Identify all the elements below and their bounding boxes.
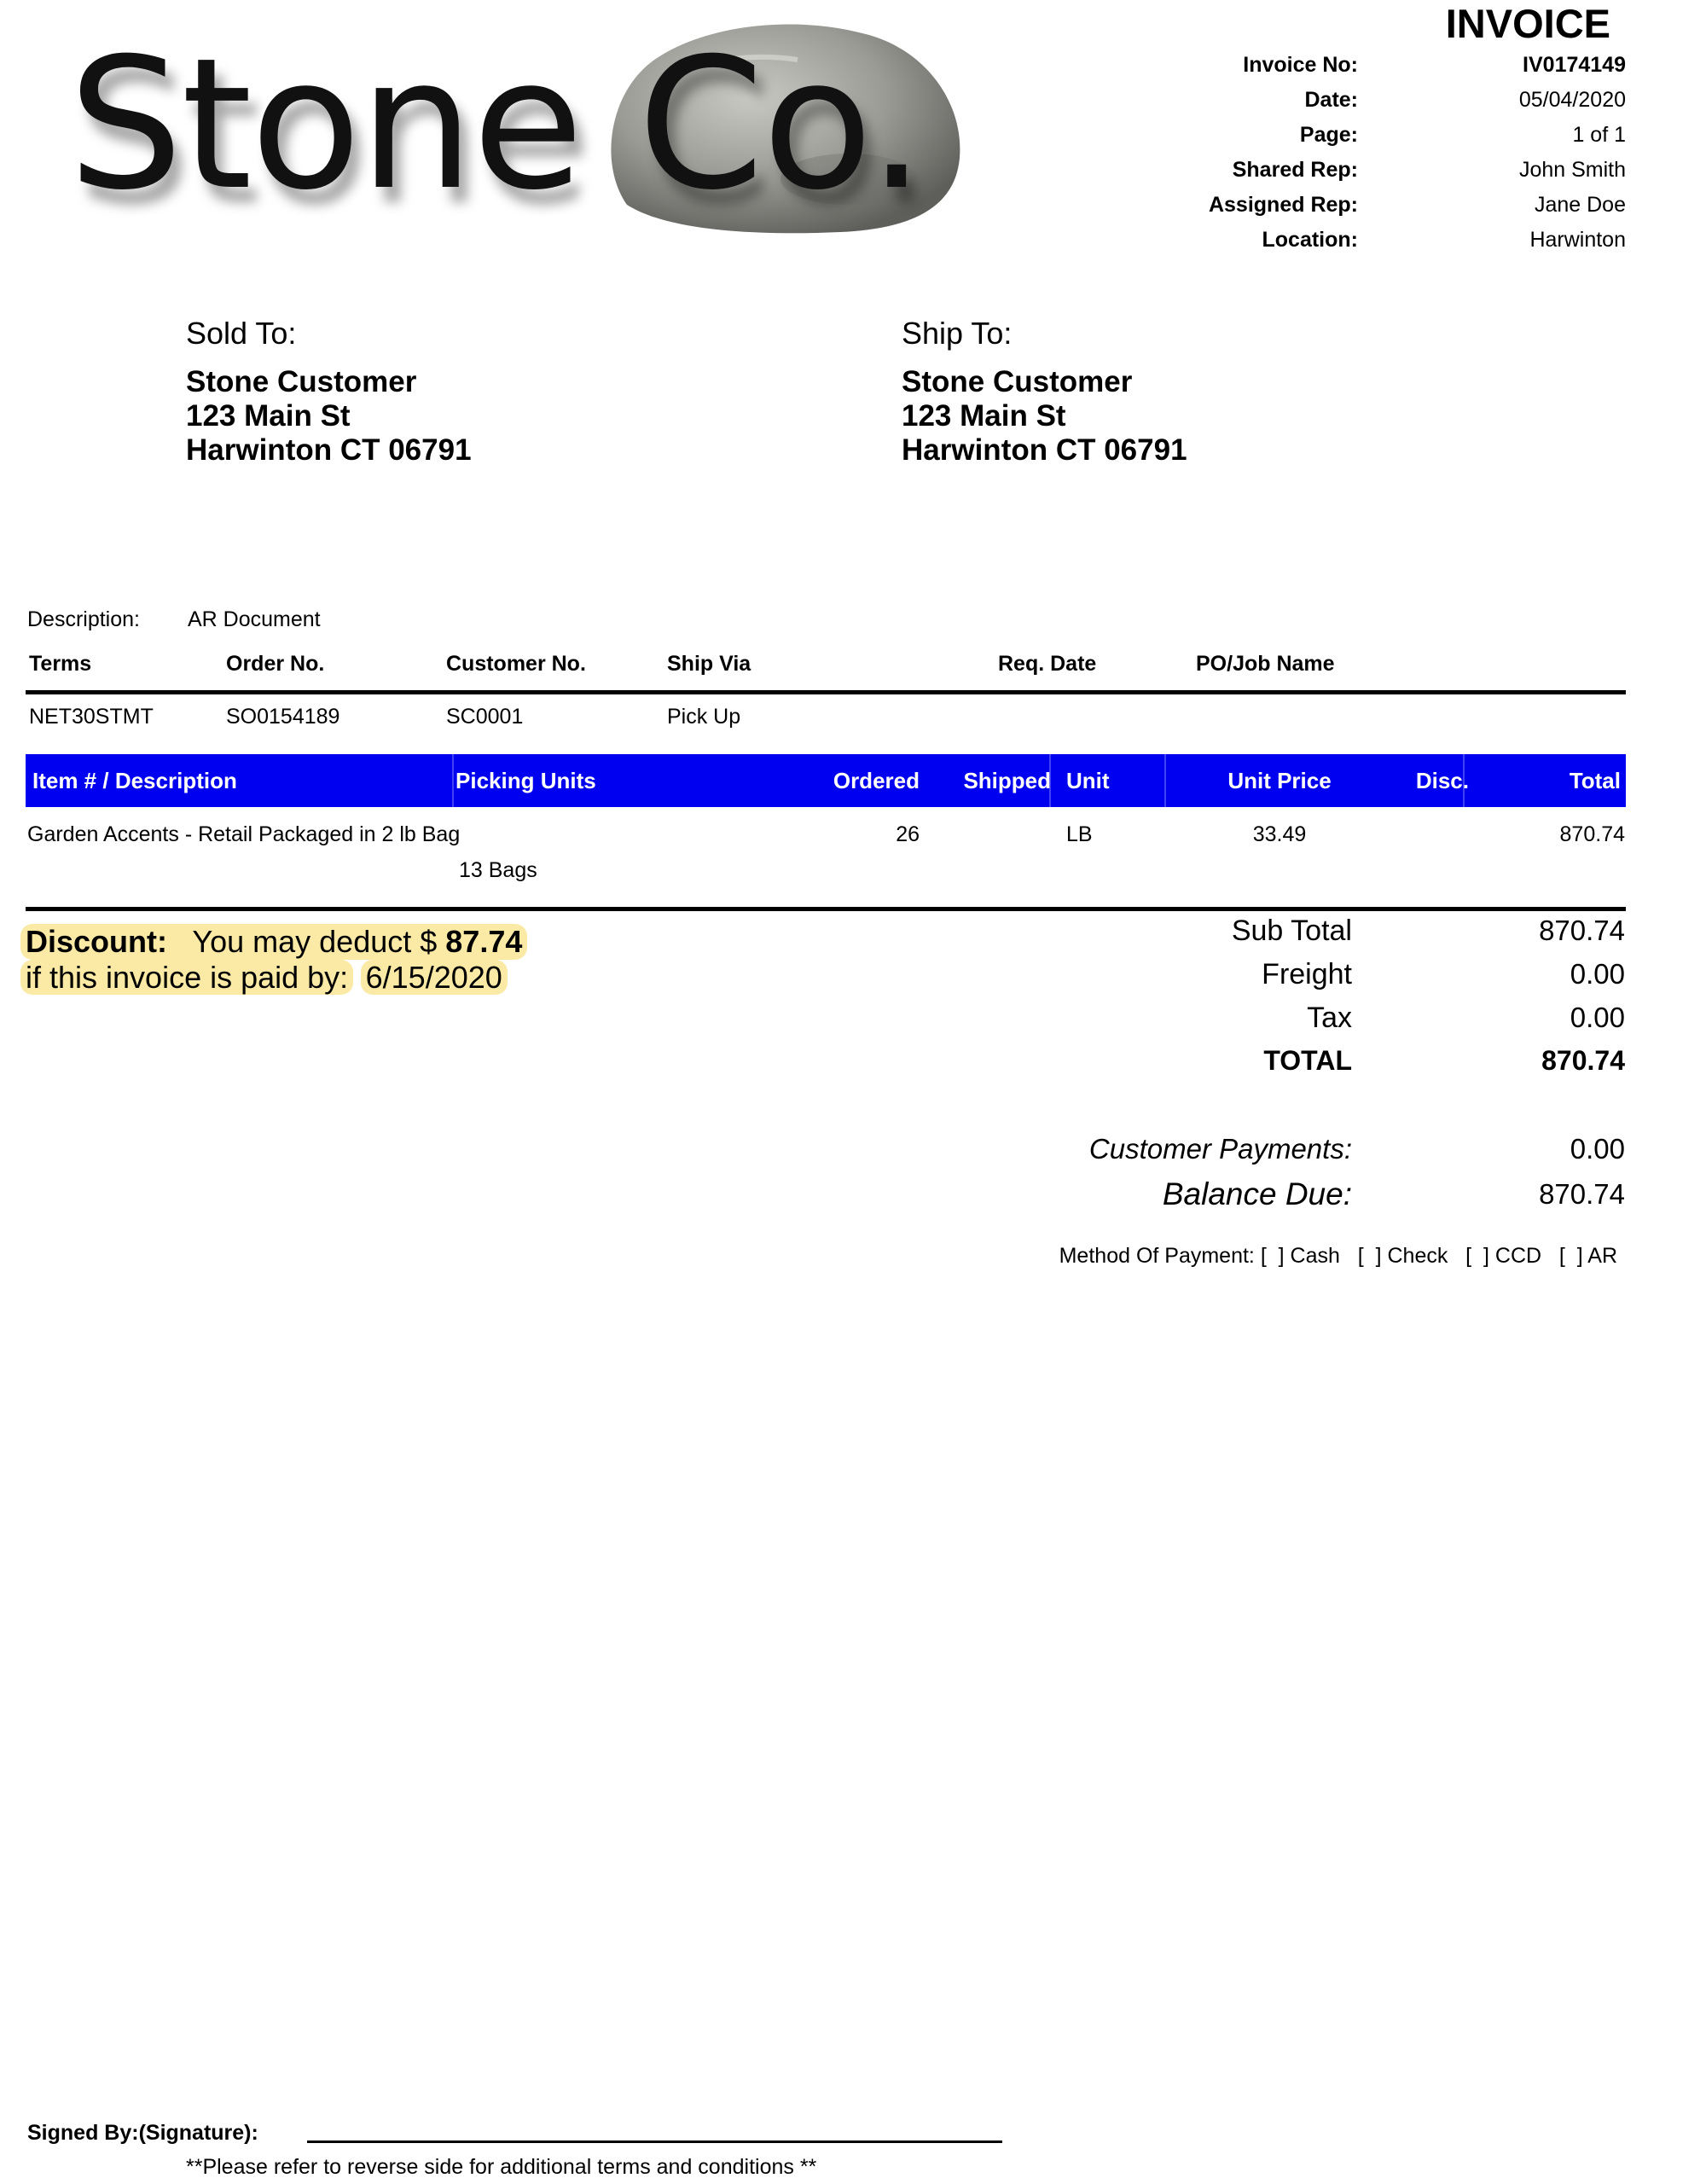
- po-job-header: PO/Job Name: [1196, 652, 1335, 676]
- picking-units-header: Picking Units: [456, 768, 596, 793]
- order-no-header: Order No.: [226, 652, 325, 676]
- shipped-header: Shipped: [963, 768, 1051, 793]
- table-row: [0, 822, 1706, 891]
- description-label: Description:: [27, 607, 140, 631]
- item-description-header: Item # / Description: [32, 768, 237, 793]
- date-label: Date:: [1304, 88, 1358, 112]
- signature-line: [307, 2140, 1002, 2143]
- divider: [26, 907, 1626, 911]
- ship-to-heading: Ship To:: [902, 316, 1013, 351]
- discount-amount: 87.74: [445, 924, 523, 959]
- terms-header: Terms: [29, 652, 92, 676]
- discount-paid-by-text: if this invoice is paid by:: [20, 960, 353, 995]
- payment-method: Method Of Payment: [ ] Cash [ ] Check [ ] CCD [ ] AR: [1059, 1244, 1617, 1268]
- unit-price-header: Unit Price: [1227, 768, 1332, 793]
- sold-to-heading: Sold To:: [186, 316, 297, 351]
- sub-total-value: 870.74: [1539, 915, 1625, 946]
- ship-to-block: [902, 316, 1187, 468]
- sold-to-city: Harwinton CT 06791: [186, 433, 472, 467]
- ship-to-street: 123 Main St: [902, 399, 1066, 433]
- company-name: Stone Co.: [68, 19, 924, 229]
- sold-to-street: 123 Main St: [186, 399, 351, 433]
- ship-to-city: Harwinton CT 06791: [902, 433, 1187, 467]
- disc-header: Disc.: [1415, 768, 1469, 793]
- sold-to-name: Stone Customer: [186, 365, 417, 398]
- customer-no-header: Customer No.: [446, 652, 586, 676]
- page-label: Page:: [1299, 123, 1358, 147]
- item-description: Garden Accents - Retail Packaged in 2 lb Bag: [27, 822, 461, 846]
- tax-value: 0.00: [1570, 1002, 1625, 1033]
- discount-date: 6/15/2020: [361, 960, 508, 995]
- terms-note: **Please refer to reverse side for additional terms and conditions **: [186, 2155, 817, 2179]
- discount-line-1: [20, 924, 527, 960]
- req-date-header: Req. Date: [998, 652, 1097, 676]
- discount-label: Discount:: [26, 924, 167, 959]
- assigned-rep-label: Assigned Rep:: [1208, 193, 1358, 217]
- assigned-rep-value: Jane Doe: [1534, 193, 1626, 217]
- page-value: 1 of 1: [1572, 123, 1626, 147]
- discount-notice: [20, 924, 527, 996]
- customer-payments-label: Customer Payments:: [1088, 1133, 1352, 1165]
- sold-to-block: [186, 316, 472, 468]
- grand-total-value: 870.74: [1541, 1045, 1625, 1076]
- balance-due-value: 870.74: [1539, 1178, 1625, 1210]
- tax-label: Tax: [1307, 1002, 1352, 1034]
- grand-total-label: TOTAL: [1263, 1045, 1352, 1076]
- item-unit: LB: [1066, 822, 1093, 846]
- terms-value: NET30STMT: [29, 705, 154, 729]
- location-value: Harwinton: [1529, 228, 1626, 252]
- column-separator: [452, 754, 454, 807]
- ordered-header: Ordered: [833, 768, 920, 793]
- item-unit-price: 33.49: [1252, 822, 1307, 846]
- order-no-value: SO0154189: [226, 705, 340, 729]
- ship-via-value: Pick Up: [667, 705, 741, 729]
- shared-rep-value: John Smith: [1518, 158, 1626, 182]
- ship-to-name: Stone Customer: [902, 365, 1133, 398]
- date-value: 05/04/2020: [1518, 88, 1626, 112]
- customer-payments-value: 0.00: [1570, 1133, 1625, 1165]
- item-total: 870.74: [1559, 822, 1625, 846]
- total-header: Total: [1569, 768, 1621, 793]
- invoice-no-value: IV0174149: [1523, 53, 1626, 77]
- unit-header: Unit: [1066, 768, 1110, 793]
- item-picking-units: 13 Bags: [459, 858, 537, 882]
- description-value: AR Document: [188, 607, 321, 631]
- invoice-title: INVOICE: [1445, 1, 1610, 46]
- invoice-no-label: Invoice No:: [1243, 53, 1358, 77]
- divider: [26, 690, 1626, 694]
- signed-by-label: Signed By:(Signature):: [27, 2121, 258, 2145]
- item-ordered: 26: [896, 822, 920, 846]
- freight-value: 0.00: [1570, 958, 1625, 990]
- sub-total-label: Sub Total: [1231, 915, 1352, 947]
- customer-no-value: SC0001: [446, 705, 524, 729]
- ship-via-header: Ship Via: [667, 652, 751, 676]
- discount-line-2: [20, 960, 508, 996]
- company-logo: [68, 19, 924, 230]
- location-label: Location:: [1262, 228, 1358, 252]
- shared-rep-label: Shared Rep:: [1232, 158, 1358, 182]
- discount-text: You may deduct $: [192, 924, 438, 959]
- balance-due-label: Balance Due:: [1162, 1176, 1352, 1211]
- freight-label: Freight: [1262, 958, 1352, 990]
